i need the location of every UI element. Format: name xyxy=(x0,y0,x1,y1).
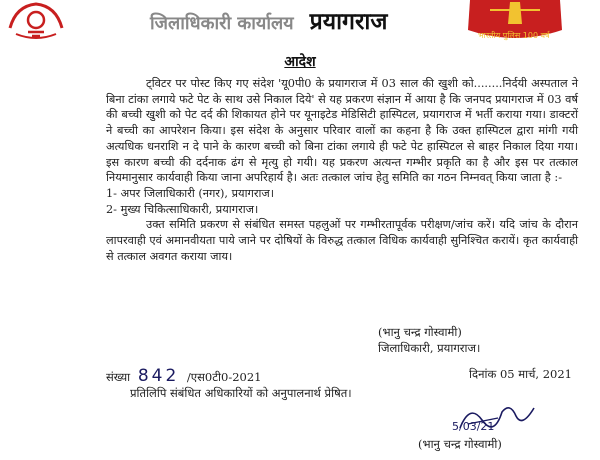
office-header xyxy=(150,4,450,36)
copy-forward-line: प्रतिलिपि संबंधित अधिकारियों को अनुपालनार्थ प्रेषित। xyxy=(130,386,352,400)
header-title-partial: जिलाधिकारी कार्यालय xyxy=(150,13,294,34)
reference-row xyxy=(106,362,584,384)
state-emblem-logo xyxy=(6,0,66,42)
reference-number: 842 xyxy=(137,366,180,386)
emblem-text: भारतीय पुलिस 100 वर्ष xyxy=(478,31,550,40)
reference-number-group xyxy=(106,366,262,386)
header-title: प्रयागराज xyxy=(309,8,388,35)
signatory-block xyxy=(378,324,578,356)
reference-label: संख्या xyxy=(106,370,131,384)
signatory-name-2: (भानु चन्द्र गोस्वामी) xyxy=(418,437,502,451)
committee-member-1: 1- अपर जिलाधिकारी (नगर), प्रयागराज। xyxy=(106,186,275,200)
order-title: आदेश xyxy=(284,54,316,70)
order-paragraph-2: उक्त समिति प्रकरण से संबंधित समस्त पहलुओं पर गम्भीरतापूर्वक परीक्षण/जांच करें। यदि जांच के दौरान लापरवाही एवं अमानवीयता पाये जाने पर दोषियों के विरुद्ध तत्काल विधिक कार्यवाही सुनिश्चित करायें। कृत कार्यवाही से तत्काल अवगत कराया जाय। xyxy=(106,218,578,263)
order-body xyxy=(106,76,578,264)
police-emblem-logo xyxy=(450,0,580,46)
signatory-designation: जिलाधिकारी, प्रयागराज। xyxy=(378,341,481,355)
committee-member-2: 2- मुख्य चिकित्साधिकारी, प्रयागराज। xyxy=(106,202,259,216)
reference-date: दिनांक 05 मार्च, 2021 xyxy=(469,367,572,381)
signature-date: 5/03/21 xyxy=(452,420,495,433)
signatory-name: (भानु चन्द्र गोस्वामी) xyxy=(378,325,462,339)
signatory-block-2 xyxy=(418,424,598,452)
reference-suffix: /एस0टी0-2021 xyxy=(186,370,262,384)
order-paragraph-1: ट्विटर पर पोस्ट किए गए संदेश 'यू0पी0 के प्रयागराज में 03 साल की खुशी को........निर्दयी अस्पताल ने बिना टांका लगाये फटे पेट के साथ उसे निकाल दिये' से यह प्रकरण संज्ञान में आया है कि जनपद प्रयागराज में 03 वर्ष की बच्ची खुशी को पेट दर्द की शिकायत होने पर यूनाइटेड मेडिसिटी हास्पिटल, प्रयागराज में भर्ती कराया गया। डाक्टरों ने बच्ची का आपरेशन किया। इस संदेश के अनुसार परिवार वालों का कहना है कि उक्त हास्पिटल द्वारा मांगी गयी अत्यधिक धनराशि न दे पाने के कारण बच्ची को बिना टांका लगाये ही फटे पेट हास्पिटल से बाहर निकाल दिया गया। इस कारण बच्ची की दर्दनाक ढंग से मृत्यु हो गयी। यह प्रकरण अत्यन्त गम्भीर प्रकृति का है और इस पर तत्काल नियमानुसार कार्यवाही किया जाना अपरिहार्य है। अतः तत्काल जांच हेतु समिति का गठन निम्नवत् किया जाता है :- xyxy=(106,77,578,185)
